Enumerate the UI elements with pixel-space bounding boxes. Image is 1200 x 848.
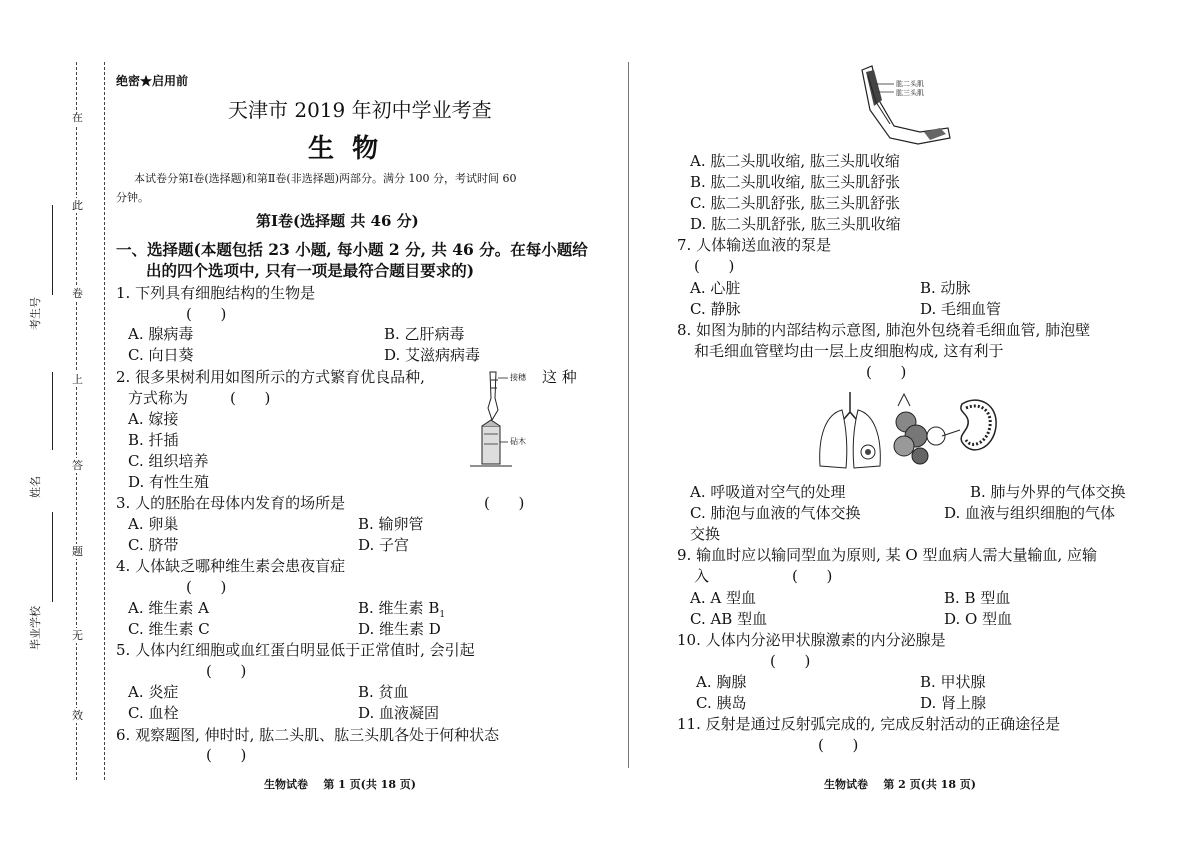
option-d: D. 毛细血管 (920, 300, 1002, 318)
option-d-continued: 交换 (690, 525, 721, 543)
page-footer: 生物试卷 第 2 页(共 18 页) (824, 778, 977, 791)
grafting-figure (462, 368, 542, 472)
answer-blank: ( ) (792, 567, 833, 585)
question-9-stem: 入 (694, 567, 710, 585)
answer-blank: ( ) (818, 736, 859, 754)
question-3-stem: 3. 人的胚胎在母体内发育的场所是 (116, 494, 346, 512)
option-b: B. 维生素 $B_1$ (358, 599, 446, 620)
field-underline (52, 205, 53, 295)
question-4-stem: 4. 人体缺乏哪种维生素会患夜盲症 (116, 557, 346, 575)
question-6-stem: 6. 观察题图, 伸时时, 肱二头肌、肱三头肌各处于何种状态 (116, 726, 500, 744)
field-label-student-no: 考生号 (29, 297, 42, 330)
question-9-stem: 9. 输血时应以输同型血为原则, 某 O 型血病人需大量输血, 应输 (677, 546, 1097, 564)
option-d: D. 子宫 (358, 536, 410, 554)
option-a: A. A 型血 (690, 589, 756, 607)
figure-label: 接穗 (510, 373, 526, 382)
option-a: A. 胸腺 (696, 673, 747, 691)
answer-blank: ( ) (206, 746, 247, 764)
option-a: A. 肱二头肌收缩, 肱三头肌收缩 (690, 152, 900, 170)
field-label-school: 毕业学校 (29, 606, 42, 650)
exam-title: 天津市 2019 年初中学业考查 (228, 98, 492, 122)
secret-mark: 绝密★启用前 (116, 74, 189, 88)
binding-dashed-line (76, 62, 77, 780)
question-10-stem: 10. 人体内分泌甲状腺激素的内分泌腺是 (677, 631, 946, 649)
option-b: B. 肱二头肌收缩, 肱三头肌舒张 (690, 173, 901, 191)
option-d: D. 有性生殖 (128, 473, 210, 491)
option-c: C. 向日葵 (128, 346, 194, 364)
seal-char: 答 (72, 459, 83, 472)
option-c: C. 组织培养 (128, 452, 209, 470)
answer-blank: ( ) (484, 494, 525, 512)
option-b: B. 贫血 (358, 683, 409, 701)
field-label-name: 姓名 (29, 476, 42, 498)
part-heading: 出的四个选项中, 只有一项是最符合题目要求的) (146, 261, 475, 280)
lung-structure-figure (812, 386, 1022, 476)
answer-blank: ( ) (186, 578, 227, 596)
answer-blank: ( ) (230, 389, 271, 407)
field-underline (52, 372, 53, 450)
arm-muscle-figure (850, 62, 960, 146)
option-b: B. 输卵管 (358, 515, 424, 533)
option-c: C. 血栓 (128, 704, 179, 722)
question-2-stem: 方式称为 (128, 389, 189, 407)
question-1-stem: 1. 下列具有细胞结构的生物是 (116, 284, 316, 302)
question-11-stem: 11. 反射是通过反射弧完成的, 完成反射活动的正确途径是 (677, 715, 1061, 733)
option-d: D. 维生素 D (358, 620, 441, 638)
option-d: D. 血液与组织细胞的气体 (944, 504, 1116, 522)
option-b: B. 甲状腺 (920, 673, 986, 691)
binding-dashed-line (104, 62, 105, 780)
seal-char: 此 (72, 199, 83, 212)
section-title: 第Ⅰ卷(选择题 共 46 分) (256, 212, 419, 230)
seal-char: 效 (72, 709, 83, 722)
option-a: A. 呼吸道对空气的处理 (690, 483, 846, 501)
question-2-stem: 2. 很多果树利用如图所示的方式繁育优良品种, (116, 368, 425, 386)
page-divider (628, 62, 629, 768)
seal-char: 题 (72, 545, 83, 558)
option-a: A. 心脏 (690, 279, 741, 297)
question-8-stem: 和毛细血管壁均由一层上皮细胞构成, 这有利于 (694, 342, 1004, 360)
option-a: A. 维生素 A (128, 599, 209, 617)
option-d: D. O 型血 (944, 610, 1013, 628)
option-d: D. 血液凝固 (358, 704, 440, 722)
option-c: C. 胰岛 (696, 694, 747, 712)
answer-blank: ( ) (866, 363, 907, 381)
question-5-stem: 5. 人体内红细胞或血红蛋白明显低于正常值时, 会引起 (116, 641, 475, 659)
question-8-stem: 8. 如图为肺的内部结构示意图, 肺泡外包绕着毛细血管, 肺泡壁 (677, 321, 1091, 339)
option-d: D. 艾滋病病毒 (384, 346, 481, 364)
option-a: A. 炎症 (128, 683, 179, 701)
option-a: A. 嫁接 (128, 410, 179, 428)
option-c: C. 维生素 C (128, 620, 210, 638)
option-c: C. 肺泡与血液的气体交换 (690, 504, 861, 522)
figure-label: 砧木 (510, 437, 526, 446)
seal-char: 无 (72, 629, 83, 642)
option-d: D. 肾上腺 (920, 694, 987, 712)
option-b: B. B 型血 (944, 589, 1011, 607)
option-a: A. 腺病毒 (128, 325, 194, 343)
option-c: C. 脐带 (128, 536, 179, 554)
option-c: C. AB 型血 (690, 610, 768, 628)
option-c: C. 肱二头肌舒张, 肱三头肌舒张 (690, 194, 901, 212)
intro-text: 分钟。 (116, 191, 149, 204)
option-c: C. 静脉 (690, 300, 741, 318)
field-underline (52, 512, 53, 602)
page-footer: 生物试卷 第 1 页(共 18 页) (264, 778, 417, 791)
option-b: B. 扦插 (128, 431, 179, 449)
option-b: B. 乙肝病毒 (384, 325, 465, 343)
option-d: D. 肱二头肌舒张, 肱三头肌收缩 (690, 215, 901, 233)
part-heading: 一、选择题(本题包括 23 小题, 每小题 2 分, 共 46 分。在每小题给 (116, 240, 588, 259)
option-b: B. 动脉 (920, 279, 971, 297)
question-7-stem: 7. 人体输送血液的泵是 (677, 236, 832, 254)
seal-char: 在 (72, 111, 83, 124)
figure-label: 肱三头肌 (896, 89, 924, 97)
option-a: A. 卵巢 (128, 515, 179, 533)
intro-text: 本试卷分第Ⅰ卷(选择题)和第Ⅱ卷(非选择题)两部分。满分 100 分，考试时间 60 (134, 172, 517, 185)
seal-char: 上 (72, 373, 83, 386)
figure-label: 肱二头肌 (896, 80, 924, 88)
seal-char: 卷 (72, 287, 83, 300)
answer-blank: ( ) (694, 257, 735, 275)
subject-title: 生 物 (308, 134, 379, 164)
answer-blank: ( ) (206, 662, 247, 680)
option-b: B. 肺与外界的气体交换 (970, 483, 1126, 501)
answer-blank: ( ) (186, 305, 227, 323)
answer-blank: ( ) (770, 652, 811, 670)
question-2-stem-tail: 这 种 (542, 368, 577, 386)
